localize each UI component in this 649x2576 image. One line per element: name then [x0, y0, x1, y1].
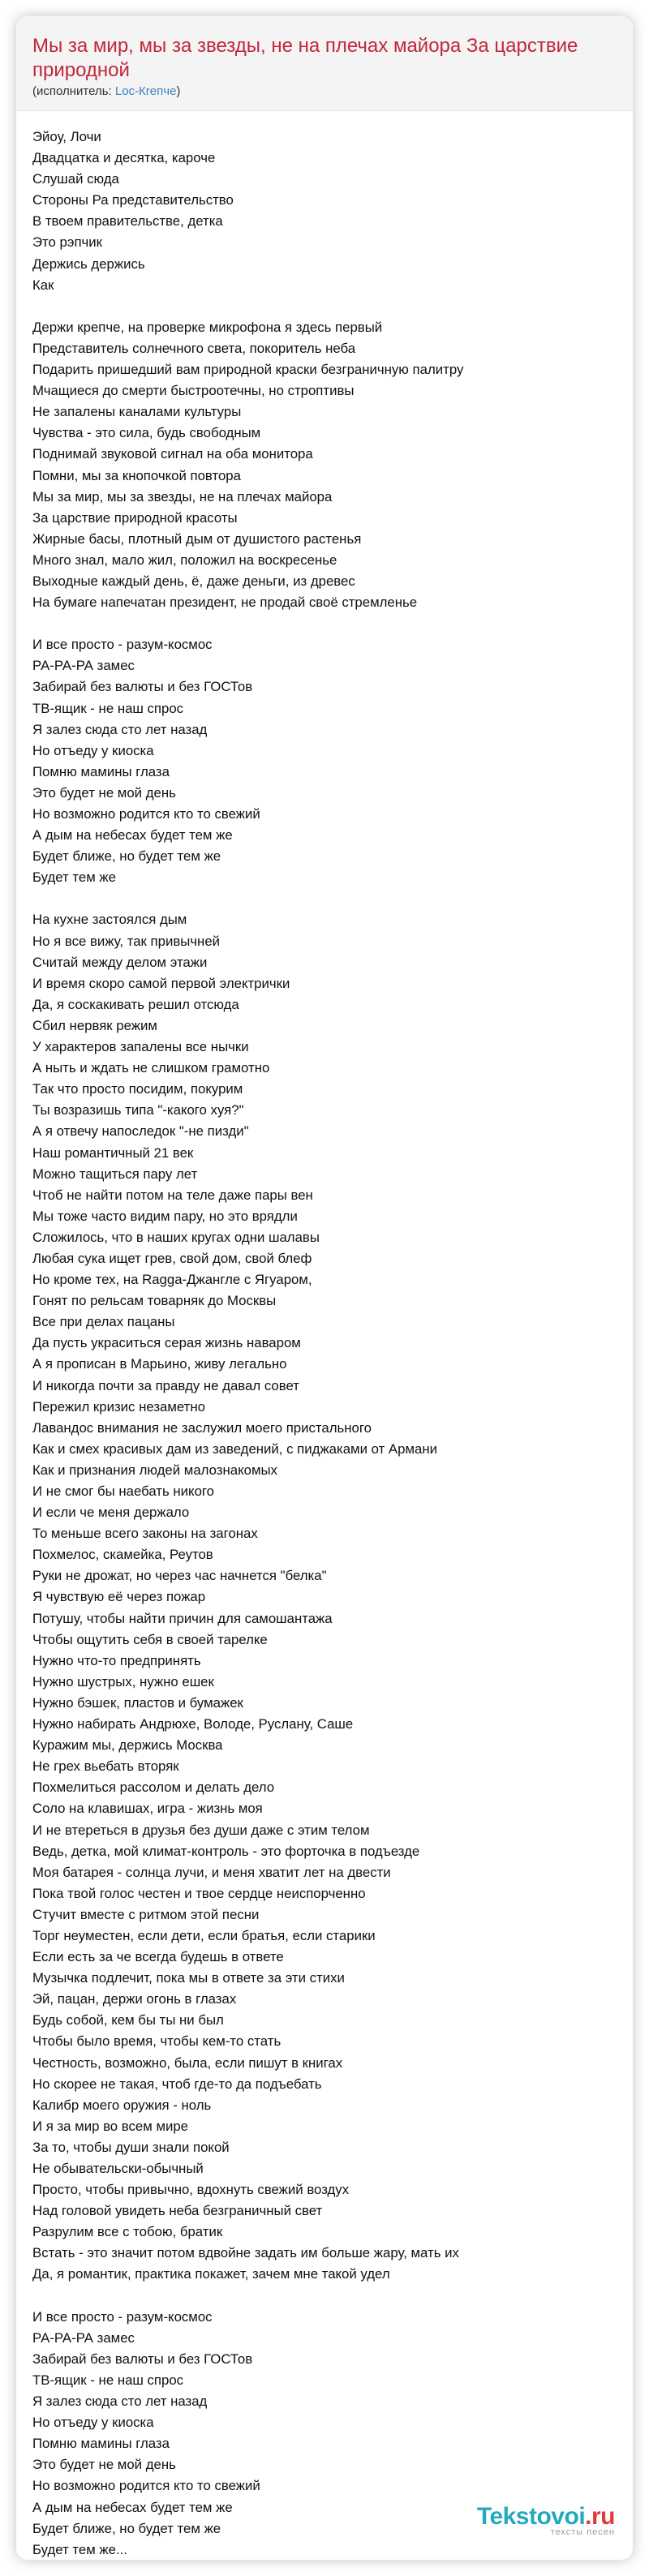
lyric-line: Это будет не мой день	[32, 784, 176, 801]
lyric-line: А дым на небесах будет тем же	[32, 2499, 233, 2515]
lyric-line: На кухне застоялся дым	[32, 912, 187, 928]
lyric-line: И все просто - разум-космос	[32, 637, 213, 653]
lyric-line: Если есть за че всегда будешь в ответе	[32, 1949, 284, 1965]
lyric-line: Не запалены каналами культуры	[32, 404, 242, 420]
lyric-line: Выходные каждый день, ё, даже деньги, из древес	[32, 573, 355, 589]
lyrics-card	[16, 16, 633, 2560]
lyric-line: Стучит вместе с ритмом этой песни	[32, 1906, 260, 1922]
lyric-line: Будет тем же...	[32, 2541, 127, 2557]
lyric-line: Торг неуместен, если дети, если братья, если старики	[32, 1927, 376, 1943]
lyric-line: Встать - это значит потом вдвойне задать им больше жару, мать их	[32, 2245, 459, 2261]
lyric-line: Стороны Ра представительство	[32, 192, 234, 208]
song-header	[16, 16, 633, 111]
lyric-line: Помни, мы за кнопочкой повтора	[32, 467, 241, 483]
lyric-line: Все при делах пацаны	[32, 1314, 175, 1330]
lyric-line	[32, 613, 617, 634]
lyric-line: Да, я соскакивать решил отсюда	[32, 996, 239, 1012]
lyric-line: Как и смех красивых дам из заведений, с пиджаками от Армани	[32, 1440, 437, 1457]
lyric-line: Представитель солнечного света, покоритель неба	[32, 340, 356, 356]
lyric-line: Жирные басы, плотный дым от душистого растенья	[32, 530, 362, 547]
lyric-line: Похмелиться рассолом и делать дело	[32, 1780, 275, 1796]
lyric-line: У характеров запалены все нычки	[32, 1039, 249, 1055]
lyric-line: И все просто - разум-космос	[32, 2308, 213, 2325]
lyric-line: Но возможно родится кто то свежий	[32, 806, 260, 822]
lyric-line: А дым на небесах будет тем же	[32, 827, 233, 844]
lyric-line: И никогда почти за правду не давал совет	[32, 1377, 299, 1393]
lyric-line: И время скоро самой первой электрички	[32, 975, 290, 991]
song-title: Мы за мир, мы за звезды, не на плечах майора За царствие природной	[32, 35, 578, 81]
lyric-line: Руки не дрожат, но через час начнется "белка"	[32, 1568, 327, 1584]
lyric-line: За царствие природной красоты	[32, 509, 238, 526]
lyric-line: Да пусть украситься серая жизнь наваром	[32, 1335, 301, 1351]
lyric-line: Чтобы ощутить себя в своей тарелке	[32, 1631, 268, 1647]
lyric-line: Двадцатка и десятка, кароче	[32, 150, 216, 166]
logo-tagline: тексты песен	[550, 2527, 615, 2537]
lyric-line: Нужно шустрых, нужно ешек	[32, 1673, 214, 1689]
lyric-line: То меньше всего законы на загонах	[32, 1526, 258, 1542]
lyric-line: За то, чтобы души знали покой	[32, 2139, 230, 2155]
lyric-line: Подарить пришедший вам природной краски безграничную палитру	[32, 362, 464, 378]
lyric-line	[32, 888, 617, 909]
lyric-line: Забирай без валюты и без ГОСТов	[32, 2351, 253, 2367]
lyric-line: Как и признания людей малознакомых	[32, 1462, 277, 1478]
lyric-line: Просто, чтобы привычно, вдохнуть свежий воздух	[32, 2182, 350, 2198]
lyric-line: Так что просто посидим, покурим	[32, 1081, 243, 1097]
lyric-line: Потушу, чтобы найти причин для самошантажа	[32, 1610, 333, 1626]
lyric-line: Честность, возможно, была, если пишут в книгах	[32, 2054, 343, 2071]
lyric-line: Но отъеду у киоска	[32, 742, 154, 758]
lyric-line: РА-РА-РА замес	[32, 2329, 135, 2346]
lyrics-text	[32, 127, 617, 2560]
lyric-line: Над головой увидеть неба безграничный свет	[32, 2203, 323, 2219]
lyric-line: Похмелос, скамейка, Реутов	[32, 1547, 213, 1563]
lyric-line	[32, 2286, 617, 2307]
lyric-line: На бумаге напечатан президент, не продай своё стремленье	[32, 595, 418, 611]
lyric-line: Соло на клавишах, игра - жизнь моя	[32, 1801, 263, 1817]
lyric-line: Держи крепче, на проверке микрофона я здесь первый	[32, 319, 383, 335]
lyric-line: Много знал, мало жил, положил на воскресенье	[32, 552, 337, 568]
lyric-line: Будь собой, кем бы ты ни был	[32, 2012, 224, 2029]
lyric-line: Сбил нервяк режим	[32, 1017, 157, 1033]
lyric-line: Но кроме тех, на Ragga-Джангле с Ягуаром,	[32, 1272, 312, 1288]
lyric-line: Но отъеду у киоска	[32, 2415, 154, 2431]
lyric-line: Помню мамины глаза	[32, 763, 170, 779]
lyric-line: Я залез сюда сто лет назад	[32, 721, 208, 737]
lyric-line: Куражим мы, держись Москва	[32, 1737, 223, 1754]
lyric-line: Чтобы было время, чтобы кем-то стать	[32, 2033, 282, 2050]
lyric-line: Не грех вьебать вторяк	[32, 1758, 179, 1775]
lyric-line: Это будет не мой день	[32, 2457, 176, 2473]
lyric-line: Разрулим все с тобою, братик	[32, 2224, 223, 2240]
performer-suffix: )	[176, 84, 181, 98]
lyric-line: И если че меня держало	[32, 1505, 190, 1521]
lyric-line: ТВ-ящик - не наш спрос	[32, 700, 184, 716]
lyric-line: Любая сука ищет грев, свой дом, свой блеф	[32, 1250, 312, 1266]
lyric-line: Я залез сюда сто лет назад	[32, 2394, 208, 2410]
lyric-line: Я чувствую её через пожар	[32, 1589, 206, 1605]
lyric-line: Нужно набирать Андрюхе, Володе, Руслану, Саше	[32, 1716, 354, 1732]
logo-word: Tekstovoi	[476, 2503, 586, 2530]
lyric-line: А я отвечу напоследок "-не пизди"	[32, 1123, 249, 1140]
lyric-line: Ведь, детка, мой климат-контроль - это форточка в подъезде	[32, 1843, 420, 1859]
performer-prefix: (исполнитель:	[32, 84, 115, 98]
lyric-line: Это рэпчик	[32, 234, 102, 251]
logo-suffix: .ru	[585, 2503, 615, 2530]
lyric-line: Мы за мир, мы за звезды, не на плечах майора	[32, 488, 333, 504]
lyric-line: Будет тем же	[32, 869, 116, 886]
lyric-line: Пережил кризис незаметно	[32, 1398, 205, 1415]
lyric-line: РА-РА-РА замес	[32, 658, 135, 674]
lyric-line: А ныть и ждать не слишком грамотно	[32, 1060, 270, 1076]
performer-line	[32, 84, 180, 98]
lyric-line: Не обывательски-обычный	[32, 2161, 204, 2176]
lyric-line: Мы тоже часто видим пару, но это врядли	[32, 1208, 298, 1224]
logo-wordmark	[477, 2503, 615, 2531]
lyric-line: Эйоу, Лочи	[32, 129, 101, 144]
lyric-line: Сложилось, что в наших кругах одни шалавы	[32, 1229, 320, 1245]
lyric-line: Но возможно родится кто то свежий	[32, 2478, 260, 2494]
lyric-line	[32, 296, 617, 317]
lyric-line: Забирай без валюты и без ГОСТов	[32, 679, 253, 695]
lyric-line: ТВ-ящик - не наш спрос	[32, 2372, 184, 2388]
lyric-line: Можно тащиться пару лет	[32, 1166, 198, 1182]
lyric-line: Держись держись	[32, 255, 145, 272]
lyric-line: Чувства - это сила, будь свободным	[32, 425, 261, 441]
lyric-line: Будет ближе, но будет тем же	[32, 848, 221, 865]
lyric-line: И не смог бы наебать никого	[32, 1483, 214, 1499]
lyric-line: Музычка подлечит, пока мы в ответе за эти стихи	[32, 1970, 345, 1986]
site-logo[interactable]	[477, 2503, 615, 2537]
artist-link[interactable]: Loc-Кrепче	[114, 84, 177, 98]
lyric-line: Мчащиеся до смерти быстроотечны, но строптивы	[32, 383, 355, 399]
lyric-line: Наш романтичный 21 век	[32, 1144, 194, 1161]
lyric-line: Моя батарея - солнца лучи, и меня хватит лет на двести	[32, 1864, 391, 1880]
lyric-line: Пока твой голос честен и твое сердце неиспорченно	[32, 1885, 366, 1901]
lyric-line: Поднимай звуковой сигнал на оба монитора	[32, 446, 313, 462]
lyric-line: Да, я романтик, практика покажет, зачем мне такой удел	[32, 2266, 390, 2282]
lyric-line: Ты возразишь типа "-какого хуя?"	[32, 1102, 244, 1118]
lyric-line: Помню мамины глаза	[32, 2436, 170, 2452]
lyric-line: Как	[32, 277, 54, 293]
lyric-line: Чтоб не найти потом на теле даже пары вен	[32, 1187, 313, 1203]
lyric-line: В твоем правительстве, детка	[32, 213, 223, 230]
lyric-line: Слушай сюда	[32, 171, 119, 187]
lyric-line: Считай между делом этажи	[32, 954, 208, 970]
lyric-line: Нужно бэшек, пластов и бумажек	[32, 1694, 243, 1711]
lyric-line: А я прописан в Марьино, живу легально	[32, 1356, 287, 1372]
lyric-line: Калибр моего оружия - ноль	[32, 2097, 212, 2113]
lyric-line: Но скорее не такая, чтоб где-то да подъебать	[32, 2076, 322, 2092]
lyric-line: И не втереться в друзья без души даже с этим телом	[32, 1822, 370, 1838]
lyric-line: Эй, пацан, держи огонь в глазах	[32, 1991, 237, 2007]
lyric-line: И я за мир во всем мире	[32, 2118, 189, 2134]
lyric-line: Нужно что-то предпринять	[32, 1652, 201, 1668]
lyric-line: Будет ближе, но будет тем же	[32, 2520, 221, 2536]
lyric-line: Но я все вижу, так привычней	[32, 933, 221, 949]
lyric-line: Лавандос внимания не заслужил моего пристального	[32, 1419, 372, 1436]
lyric-line: Гонят по рельсам товарняк до Москвы	[32, 1293, 277, 1309]
